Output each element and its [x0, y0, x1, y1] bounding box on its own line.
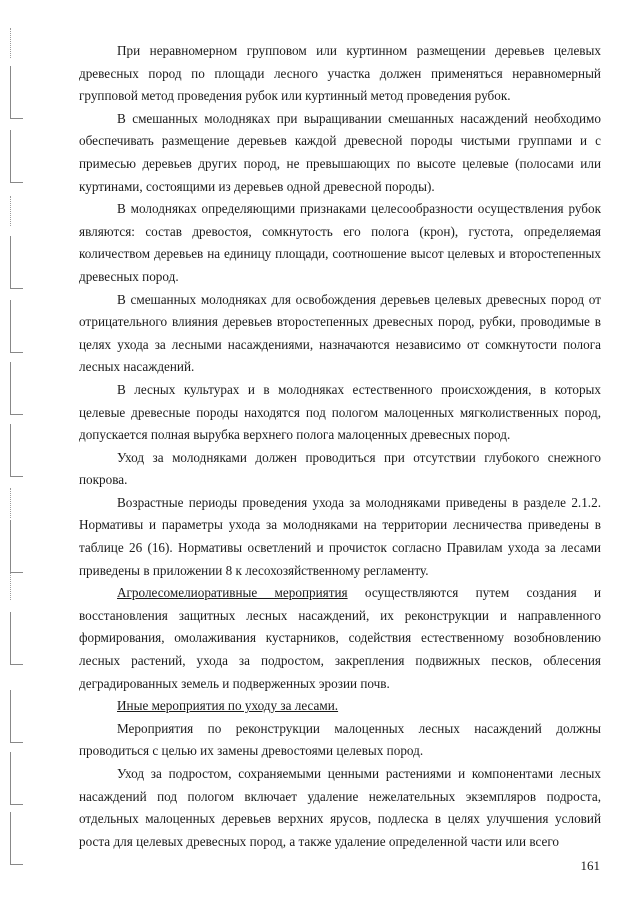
margin-tick: [10, 752, 23, 805]
agro-heading: Агролесомелиоративные мероприятия: [117, 585, 348, 601]
margin-tick: [10, 130, 23, 183]
margin-tick: [10, 570, 23, 600]
agro-text: осуществляются путем создания и восстановления защитных лесных насаждений, их реконструкции и направленного формирования, омолаживания кустарников, содействия естественному возобновлению лесных растений, ухода за подростом, закрепления подвижных песков, облесения деградированных земель и подверженных эрозии почв.: [79, 585, 601, 691]
paragraph: В смешанных молодняках для освобождения деревьев целевых древесных пород от отрицательного влияния деревьев второстепенных древесных пород, рубки, проводимые в целях ухода за лесными насаждениями, назначаются независимо от сомкнутости полога лесных насаждений.: [79, 291, 601, 375]
other-heading-line: [79, 695, 601, 718]
paragraph: В молодняках определяющими признаками целесообразности осуществления рубок являются: состав древостоя, сомкнутость его полога (крон), густота, определяемая количеством деревьев на единицу площади, соотношение высот целевых и второстепенных древесных пород.: [79, 201, 601, 284]
margin-tick: [10, 812, 23, 865]
margin-tick: [10, 690, 23, 743]
page-number: 161: [580, 858, 600, 873]
paragraph: При неравномерном групповом или куртинном размещении деревьев целевых древесных пород по площади лесного участка должен применяться неравномерный групповой метод проведения рубок или куртинный метод проведения рубок.: [79, 43, 601, 104]
margin-tick: [10, 362, 23, 415]
margin-tick: [10, 300, 23, 353]
margin-tick: [10, 196, 23, 226]
margin-tick: [10, 28, 23, 58]
margin-tick: [10, 488, 23, 518]
margin-tick: [10, 236, 23, 289]
paragraph: Мероприятия по реконструкции малоценных лесных насаждений должны проводиться с целью их замены древостоями целевых пород.: [79, 720, 601, 759]
margin-tick: [10, 66, 23, 119]
paragraph: Уход за молодняками должен проводиться при отсутствии глубокого снежного покрова.: [79, 449, 601, 488]
margin-tick: [10, 612, 23, 665]
margin-tick: [10, 520, 23, 573]
body-text: [79, 40, 601, 853]
paragraph: Уход за подростом, сохраняемыми ценными растениями и компонентами лесных насаждений под пологом включает удаление нежелательных экземпляров подроста, отдельных малоценных деревьев верхних ярусов, подлеска в целях улучшения условий роста для целевых древесных пород, а также удаление определенной части или всего: [79, 766, 601, 849]
margin-tick: [10, 424, 23, 477]
binding-margin-marks: [0, 0, 30, 905]
agro-paragraph: [79, 582, 601, 695]
paragraph: В смешанных молодняках при выращивании смешанных насаждений необходимо обеспечивать размещение деревьев каждой древесной породы чистыми группами и с примесью деревьев других пород, не превышающих по высоте целевые (полосами или куртинами, состоящими из деревьев одной древесной породы).: [79, 110, 601, 194]
other-measures-heading: Иные мероприятия по уходу за лесами.: [117, 698, 339, 714]
paragraph: В лесных культурах и в молодняках естественного происхождения, в которых целевые древесные породы находятся под пологом малоценных мягколиственных пород, допускается полная вырубка верхнего полога малоценных древесных пород.: [79, 381, 601, 443]
paragraph: Возрастные периоды проведения ухода за молодняками приведены в разделе 2.1.2. Нормативы и параметры ухода за молодняками на территории лесничества приведены в таблице 26 (16). Нормативы осветлений и прочисток согласно Правилам ухода за лесами приведены в приложении 8 к лесохозяйственному регламенту.: [79, 494, 601, 578]
